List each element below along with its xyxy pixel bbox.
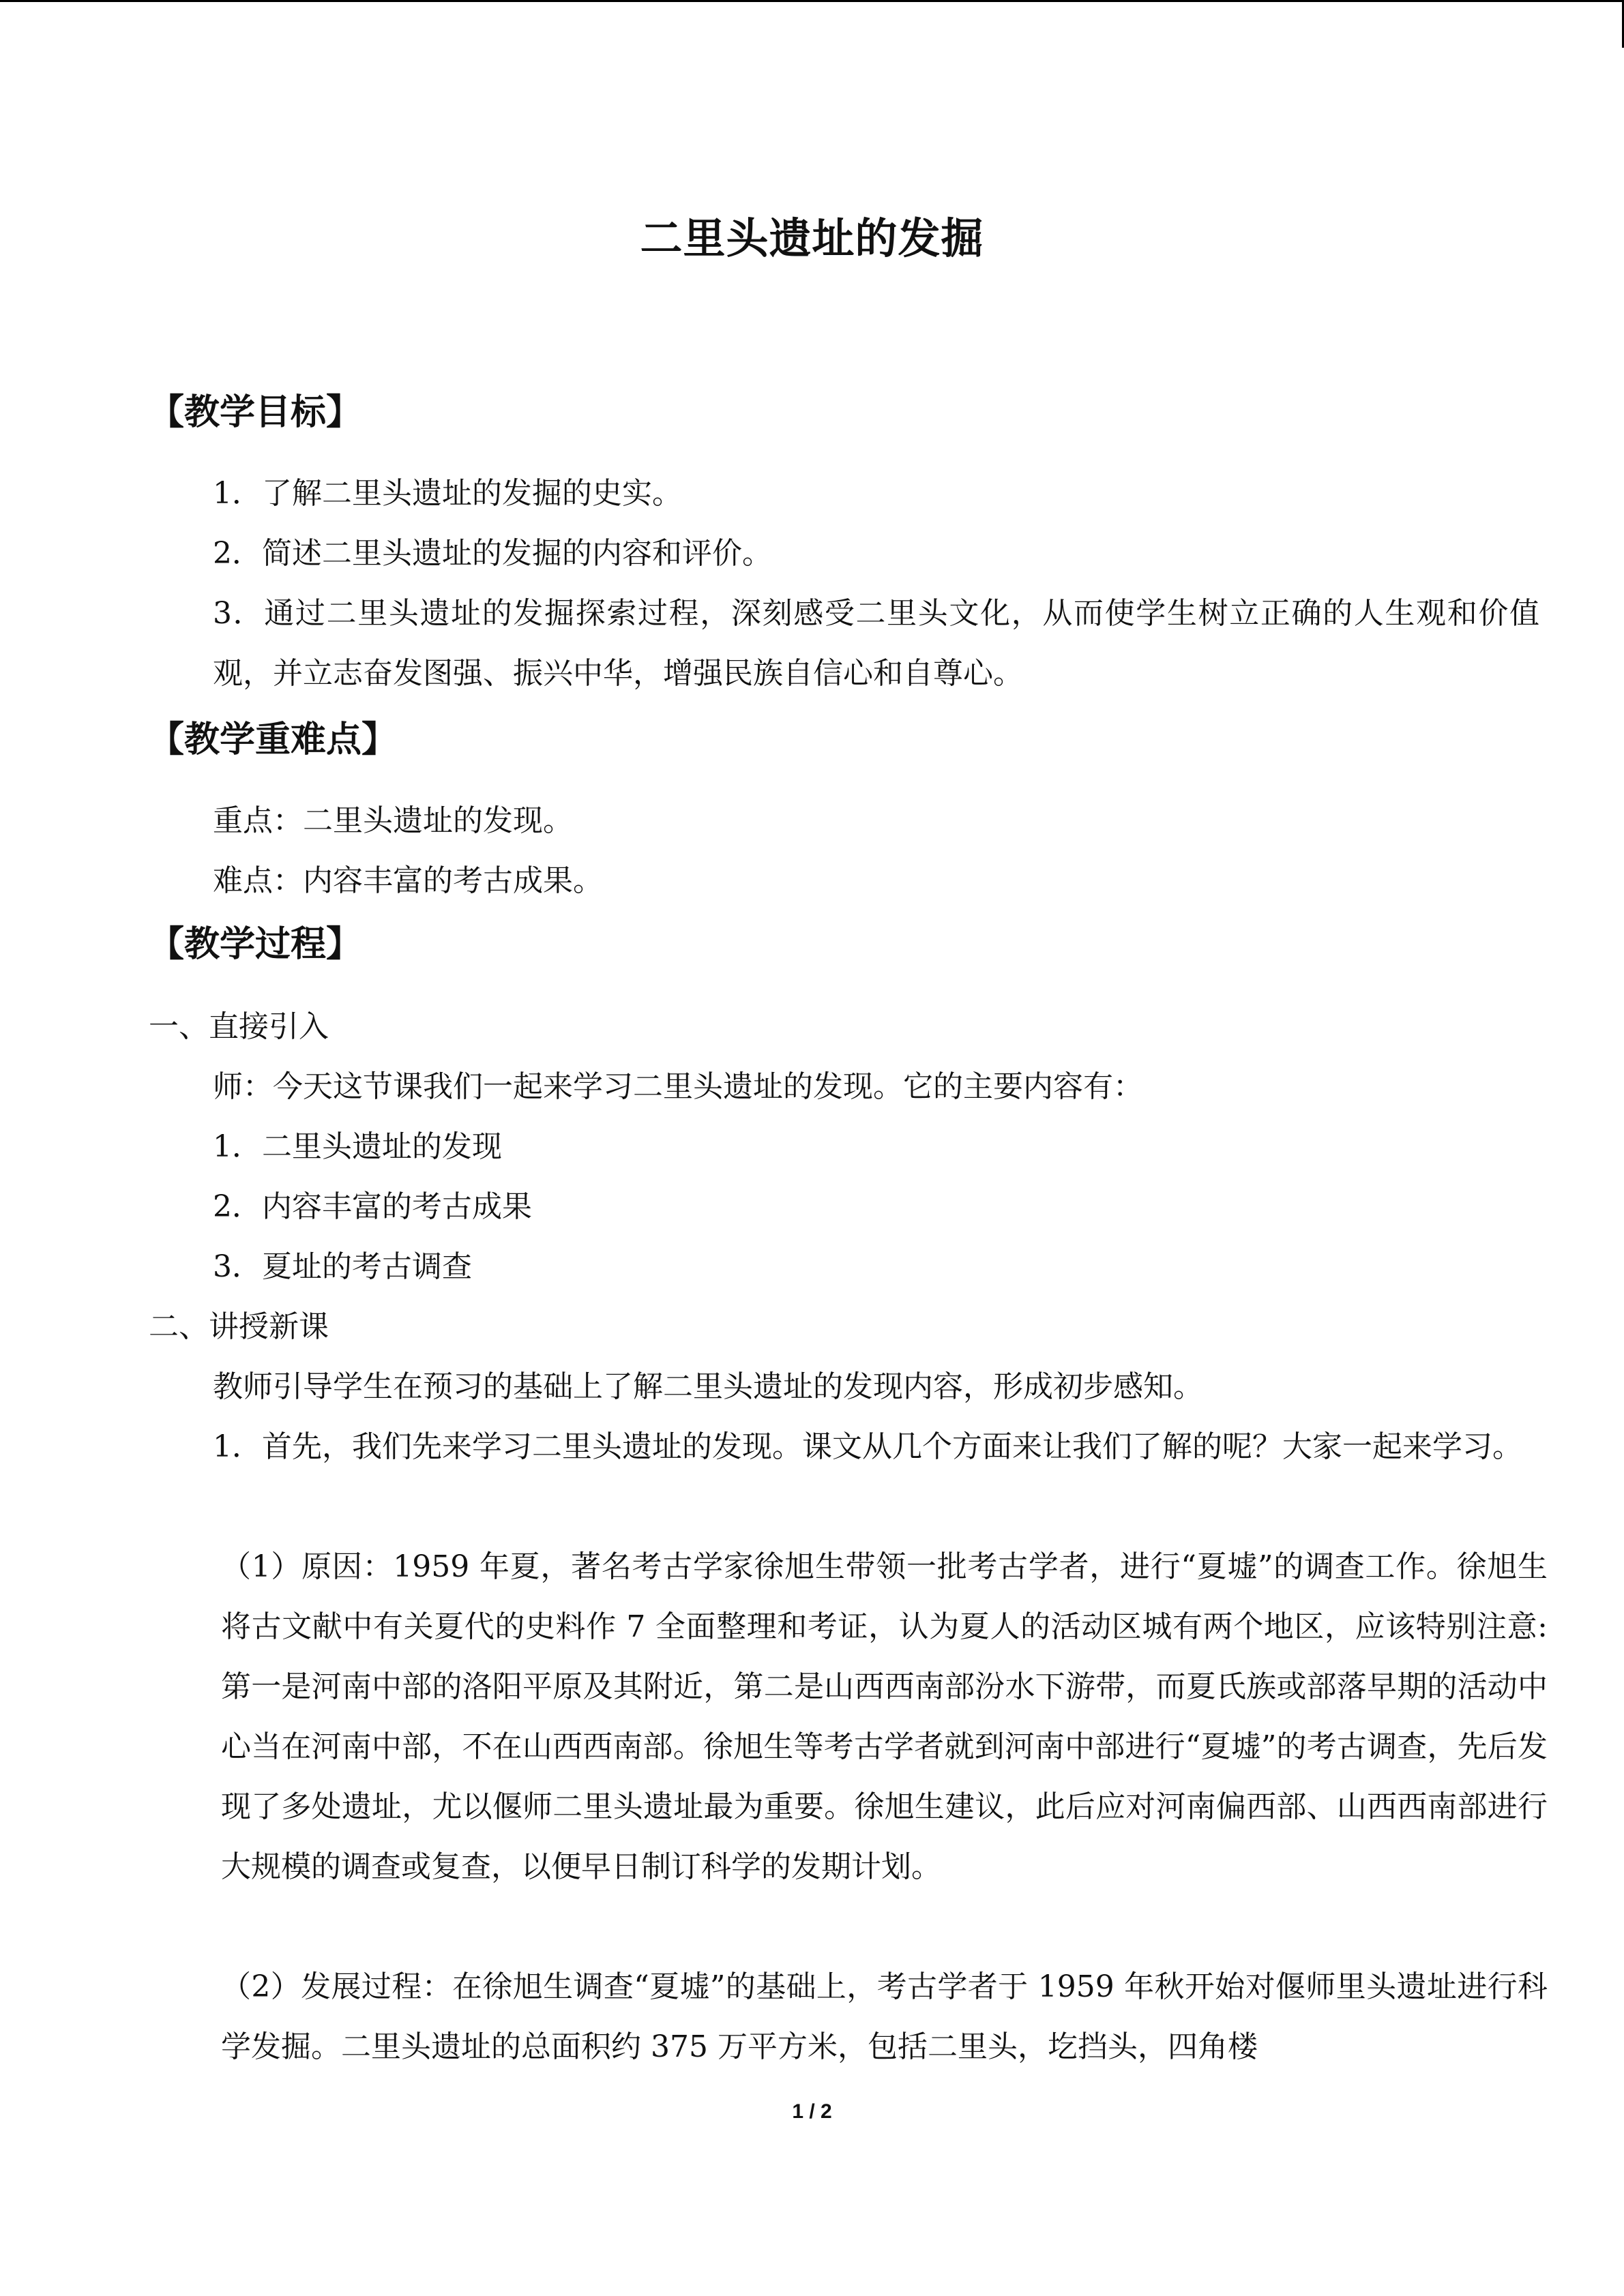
keypoint-item-1: 重点：二里头遗址的发现。 <box>213 803 573 838</box>
objective-item-1: 1．了解二里头遗址的发掘的史实。 <box>213 476 682 511</box>
paragraph-discovery-intro: 1．首先，我们先来学习二里头遗址的发现。课文从几个方面来让我们了解的呢？大家一起来学习。 <box>213 1429 1522 1464</box>
intro-text: 师：今天这节课我们一起来学习二里头遗址的发现。它的主要内容有： <box>213 1069 1143 1104</box>
document-title: 二里头遗址的发掘 <box>640 213 984 263</box>
part1-title: 一、直接引入 <box>149 1009 329 1044</box>
part2-title: 二、讲授新课 <box>149 1309 329 1344</box>
content-list-item-3: 3．夏址的考古调查 <box>213 1249 472 1284</box>
content-list-item-2: 2．内容丰富的考古成果 <box>213 1189 532 1224</box>
objective-item-2: 2．简述二里头遗址的发掘的内容和评价。 <box>213 536 772 571</box>
paragraph-development: （2）发展过程：在徐旭生调查“夏墟”的基础上，考古学者于 1959 年秋开始对偃师里头遗址进行科学发掘。二里头遗址的总面积约 375 万平方米，包括二里头，圪挡头，四角楼 <box>221 1969 1548 2064</box>
content-list-item-1: 1．二里头遗址的发现 <box>213 1129 502 1164</box>
page-number: 1 / 2 <box>792 2100 832 2123</box>
paragraph-reason: （1）原因：1959 年夏，著名考古学家徐旭生带领一批考古学者，进行“夏墟”的调查工作。徐旭生将古文献中有关夏代的史料作 7 全面整理和考证，认为夏人的活动区城有两个地区，应该特别注意:第一是河南中部的洛阳平原及其附近，第二是山西西南部汾水下游带，而夏氏族或部落早期的活动中心当在河南中部，不在山西西南部。徐旭生等考古学者就到河南中部进行“夏墟”的考古调查，先后发现了多处遗址，尤以偃师二里头遗址最为重要。徐旭生建议，此后应对河南偏西部、山西西南部进行大规模的调查或复查，以便早日制订科学的发期计划。 <box>221 1549 1548 1884</box>
keypoint-item-2: 难点：内容丰富的考古成果。 <box>213 863 603 898</box>
heading-keypoints: 【教学重难点】 <box>149 719 398 760</box>
objective-item-3: 3．通过二里头遗址的发掘探索过程，深刻感受二里头文化，从而使学生树立正确的人生观和价值观，并立志奋发图强、振兴中华，增强民族自信心和自尊心。 <box>213 596 1539 691</box>
top-border-line <box>0 0 1624 2</box>
heading-objectives: 【教学目标】 <box>149 392 362 433</box>
heading-process: 【教学过程】 <box>149 924 362 965</box>
paragraph-guidance: 教师引导学生在预习的基础上了解二里头遗址的发现内容，形成初步感知。 <box>213 1369 1203 1404</box>
